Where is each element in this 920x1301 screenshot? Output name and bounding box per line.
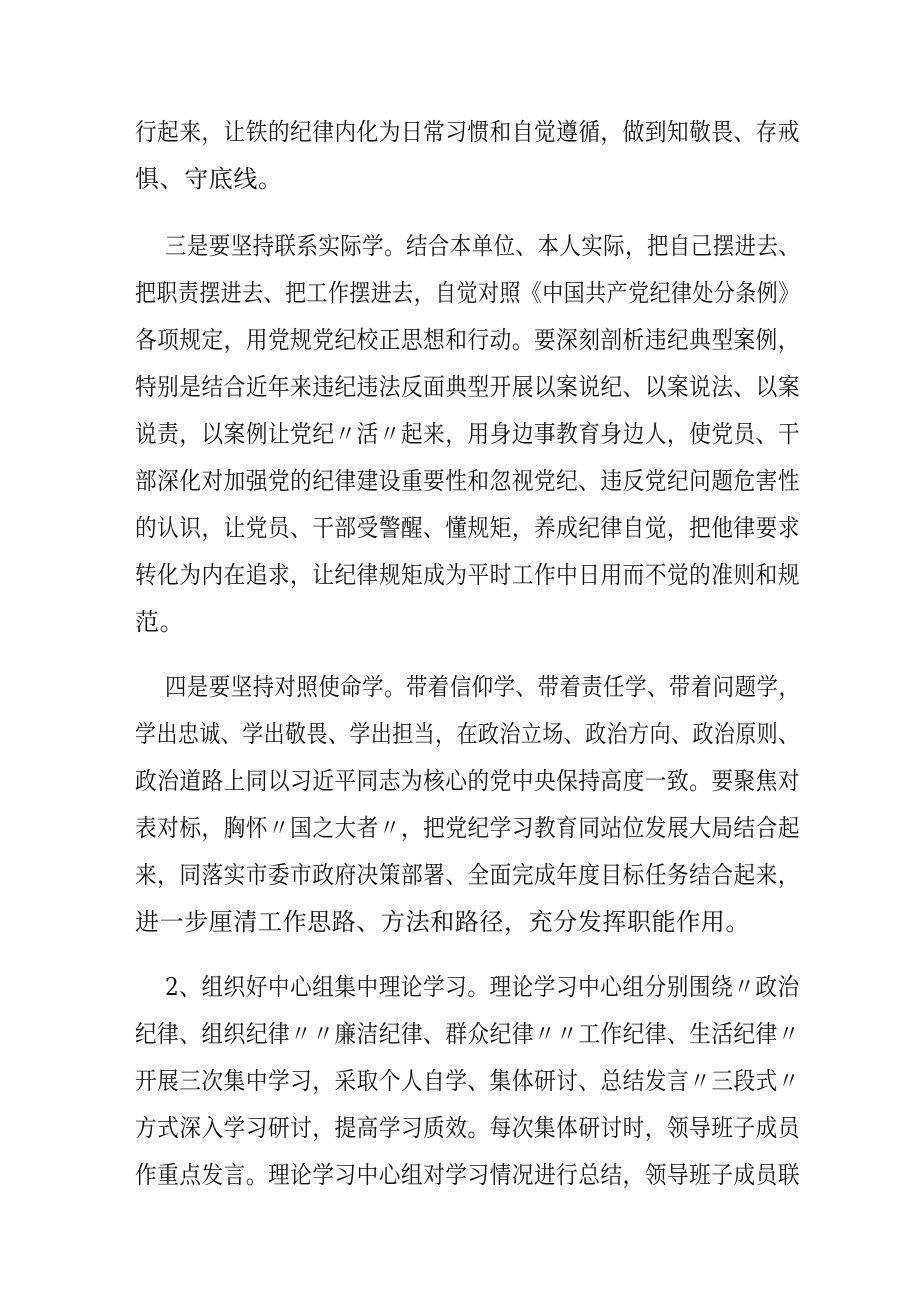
text-line: 惧、守底线。 — [135, 165, 283, 193]
text-line: 说责，以案例让党纪〃活〃起来，用身边事教育身边人，使党员、干 — [135, 420, 800, 448]
paragraph-first-line: 三是要坚持联系实际学。结合本单位、本人实际，把自己摆进去、 — [165, 232, 801, 260]
text-line: 的认识，让党员、干部受警醒、懂规矩，养成纪律自觉，把他律要求 — [135, 514, 800, 542]
text-line: 开展三次集中学习，采取个人自学、集体研讨、总结发言〃三段式〃 — [135, 1067, 800, 1095]
text-line: 纪律、组织纪律〃〃廉洁纪律、群众纪律〃〃工作纪律、生活纪律〃 — [135, 1020, 800, 1048]
text-line: 政治道路上同以习近平同志为核心的党中央保持高度一致。要聚焦对 — [135, 767, 800, 795]
text-line: 表对标，胸怀〃国之大者〃，把党纪学习教育同站位发展大局结合起 — [135, 814, 800, 842]
text-line: 各项规定，用党规党纪校正思想和行动。要深刻剖析违纪典型案例， — [135, 326, 800, 354]
text-line: 部深化对加强党的纪律建设重要性和忽视党纪、违反党纪问题危害性 — [135, 467, 800, 495]
text-line: 把职责摆进去、把工作摆进去，自觉对照《中国共产党纪律处分条例》 — [135, 279, 800, 307]
text-line: 特别是结合近年来违纪违法反面典型开展以案说纪、以案说法、以案 — [135, 373, 800, 401]
text-line: 转化为内在追求，让纪律规矩成为平时工作中日用而不觉的准则和规 — [135, 561, 800, 589]
text-line: 行起来，让铁的纪律内化为日常习惯和自觉遵循，做到知敬畏、存戒 — [135, 118, 800, 146]
text-line: 学出忠诚、学出敬畏、学出担当，在政治立场、政治方向、政治原则、 — [135, 720, 800, 748]
text-line: 进一步厘清工作思路、方法和路径，充分发挥职能作用。 — [135, 908, 750, 936]
paragraph-first-line: 2、组织好中心组集中理论学习。理论学习中心组分别围绕〃政治 — [165, 973, 800, 1001]
text-line: 来，同落实市委市政府决策部署、全面完成年度目标任务结合起来， — [135, 861, 800, 889]
text-line: 范。 — [135, 608, 185, 636]
text-line: 方式深入学习研讨，提高学习质效。每次集体研讨时，领导班子成员 — [135, 1114, 800, 1142]
text-line: 作重点发言。理论学习中心组对学习情况进行总结，领导班子成员联 — [135, 1161, 800, 1189]
paragraph-first-line: 四是要坚持对照使命学。带着信仰学、带着责任学、带着问题学， — [165, 673, 801, 701]
